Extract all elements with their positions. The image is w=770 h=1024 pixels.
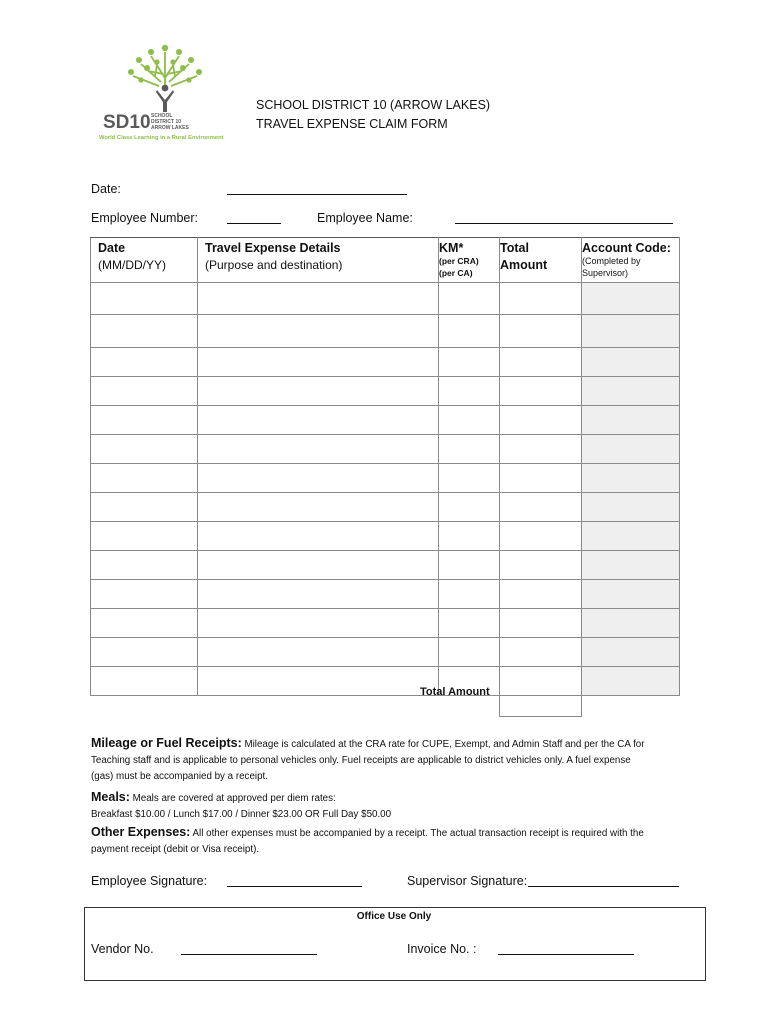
title-line-1: SCHOOL DISTRICT 10 (ARROW LAKES) bbox=[256, 98, 491, 112]
employee-signature-label: Employee Signature: bbox=[91, 874, 208, 888]
expense-table bbox=[90, 237, 680, 696]
total-cell[interactable] bbox=[500, 493, 582, 522]
svg-text:World Class Learning in a Rura: World Class Learning in a Rural Environment bbox=[99, 135, 224, 141]
invoice-number-label: Invoice No. : bbox=[407, 942, 477, 956]
total-cell[interactable] bbox=[500, 551, 582, 580]
total-cell[interactable] bbox=[500, 348, 582, 377]
km-cell[interactable] bbox=[439, 580, 500, 609]
details-cell[interactable] bbox=[198, 283, 439, 315]
table-row bbox=[91, 609, 680, 638]
employee-number-label: Employee Number: bbox=[91, 211, 198, 225]
details-cell[interactable] bbox=[198, 435, 439, 464]
km-cell[interactable] bbox=[439, 464, 500, 493]
column-header-km: KM* (per CRA) (per CA) bbox=[439, 238, 500, 283]
date-cell[interactable] bbox=[91, 667, 198, 696]
km-cell[interactable] bbox=[439, 522, 500, 551]
account-code-cell[interactable] bbox=[582, 377, 680, 406]
account-code-cell[interactable] bbox=[582, 493, 680, 522]
table-row bbox=[91, 551, 680, 580]
date-cell[interactable] bbox=[91, 348, 198, 377]
account-code-cell[interactable] bbox=[582, 406, 680, 435]
meals-note: Meals: Meals are covered at approved per diem rates: Breakfast $10.00 / Lunch $17.00 / Dinner $23.00 OR Full Day $50.00 bbox=[91, 790, 392, 820]
svg-text:SCHOOL: SCHOOL bbox=[151, 113, 173, 119]
account-code-cell[interactable] bbox=[582, 522, 680, 551]
table-header-row bbox=[91, 238, 680, 283]
km-cell[interactable] bbox=[439, 406, 500, 435]
svg-text:ARROW LAKES: ARROW LAKES bbox=[151, 125, 189, 131]
date-cell[interactable] bbox=[91, 406, 198, 435]
tree-logo-icon bbox=[95, 38, 240, 144]
details-cell[interactable] bbox=[198, 377, 439, 406]
account-code-cell[interactable] bbox=[582, 464, 680, 493]
total-cell[interactable] bbox=[500, 435, 582, 464]
total-cell[interactable] bbox=[500, 609, 582, 638]
total-cell[interactable] bbox=[500, 522, 582, 551]
km-cell[interactable] bbox=[439, 609, 500, 638]
table-row bbox=[91, 493, 680, 522]
other-expenses-heading: Other Expenses: bbox=[91, 825, 191, 839]
km-cell[interactable] bbox=[439, 377, 500, 406]
employee-name-label: Employee Name: bbox=[317, 211, 413, 225]
column-header-details: Travel Expense Details (Purpose and destination) bbox=[198, 238, 439, 283]
column-header-total: Total Amount bbox=[500, 238, 582, 283]
details-cell[interactable] bbox=[198, 638, 439, 667]
date-cell[interactable] bbox=[91, 315, 198, 348]
employee-name-field[interactable] bbox=[455, 223, 673, 224]
date-cell[interactable] bbox=[91, 551, 198, 580]
office-use-title: Office Use Only bbox=[356, 911, 432, 922]
km-cell[interactable] bbox=[439, 638, 500, 667]
total-cell[interactable] bbox=[500, 580, 582, 609]
table-row bbox=[91, 667, 680, 696]
form-title bbox=[256, 96, 490, 134]
km-cell[interactable] bbox=[439, 551, 500, 580]
table-row bbox=[91, 348, 680, 377]
table-row bbox=[91, 522, 680, 551]
table-row bbox=[91, 406, 680, 435]
account-code-cell[interactable] bbox=[582, 283, 680, 315]
total-cell[interactable] bbox=[500, 406, 582, 435]
date-cell[interactable] bbox=[91, 283, 198, 315]
other-expenses-note: Other Expenses: All other expenses must be accompanied by a receipt. The actual transaction receipt is required with the payment receipt (debit or Visa receipt). bbox=[91, 825, 644, 855]
vendor-number-field[interactable] bbox=[181, 954, 317, 955]
details-cell[interactable] bbox=[198, 464, 439, 493]
date-cell[interactable] bbox=[91, 377, 198, 406]
mileage-heading: Mileage or Fuel Receipts: bbox=[91, 736, 242, 750]
date-cell[interactable] bbox=[91, 638, 198, 667]
table-row bbox=[91, 580, 680, 609]
details-cell[interactable] bbox=[198, 406, 439, 435]
date-cell[interactable] bbox=[91, 580, 198, 609]
vendor-number-label: Vendor No. bbox=[91, 942, 154, 956]
date-cell[interactable] bbox=[91, 464, 198, 493]
account-code-cell[interactable] bbox=[582, 667, 680, 696]
total-cell[interactable] bbox=[500, 377, 582, 406]
account-code-cell[interactable] bbox=[582, 580, 680, 609]
account-code-cell[interactable] bbox=[582, 638, 680, 667]
supervisor-signature-label: Supervisor Signature: bbox=[407, 874, 528, 888]
invoice-number-field[interactable] bbox=[498, 954, 634, 955]
details-cell[interactable] bbox=[198, 551, 439, 580]
km-cell[interactable] bbox=[439, 348, 500, 377]
km-cell[interactable] bbox=[439, 315, 500, 348]
account-code-cell[interactable] bbox=[582, 348, 680, 377]
svg-text:SD10: SD10 bbox=[103, 112, 151, 133]
table-row bbox=[91, 377, 680, 406]
details-cell[interactable] bbox=[198, 609, 439, 638]
km-cell[interactable] bbox=[439, 493, 500, 522]
column-header-date: Date (MM/DD/YY) bbox=[91, 238, 198, 283]
km-cell[interactable] bbox=[439, 435, 500, 464]
details-cell[interactable] bbox=[198, 493, 439, 522]
details-cell[interactable] bbox=[198, 315, 439, 348]
date-cell[interactable] bbox=[91, 609, 198, 638]
date-cell[interactable] bbox=[91, 493, 198, 522]
employee-signature-field[interactable] bbox=[227, 886, 362, 887]
account-code-cell[interactable] bbox=[582, 551, 680, 580]
table-row bbox=[91, 638, 680, 667]
total-cell[interactable] bbox=[500, 638, 582, 667]
account-code-cell[interactable] bbox=[582, 609, 680, 638]
details-cell[interactable] bbox=[198, 667, 439, 696]
details-cell[interactable] bbox=[198, 348, 439, 377]
svg-text:DISTRICT 10: DISTRICT 10 bbox=[151, 119, 182, 125]
mileage-note: Mileage or Fuel Receipts: Mileage is calculated at the CRA rate for CUPE, Exempt, and Admin Staff and per the CA for Teaching staff and is applicable to personal vehicles only. Fuel receipts are applicable to district vehicles only. A fuel expense (gas) must be accompanied by a receipt. bbox=[91, 736, 645, 782]
date-cell[interactable] bbox=[91, 435, 198, 464]
column-header-account-code: Account Code: (Completed by Supervisor) bbox=[582, 238, 680, 283]
details-cell[interactable] bbox=[198, 522, 439, 551]
title-line-2: TRAVEL EXPENSE CLAIM FORM bbox=[256, 117, 448, 131]
total-cell[interactable] bbox=[500, 315, 582, 348]
km-cell[interactable] bbox=[439, 283, 500, 315]
date-label: Date: bbox=[91, 182, 121, 196]
employee-number-field[interactable] bbox=[227, 223, 281, 224]
supervisor-signature-field[interactable] bbox=[528, 886, 679, 887]
table-row bbox=[91, 283, 680, 315]
total-cell[interactable] bbox=[500, 464, 582, 493]
account-code-cell[interactable] bbox=[582, 435, 680, 464]
date-field[interactable] bbox=[227, 194, 407, 195]
total-amount-label: Total Amount bbox=[420, 686, 490, 698]
details-cell[interactable] bbox=[198, 580, 439, 609]
meals-heading: Meals: bbox=[91, 790, 130, 804]
total-amount-field[interactable] bbox=[499, 683, 582, 717]
account-code-cell[interactable] bbox=[582, 315, 680, 348]
total-cell[interactable] bbox=[500, 283, 582, 315]
table-row bbox=[91, 464, 680, 493]
table-row bbox=[91, 315, 680, 348]
school-district-logo bbox=[95, 38, 240, 144]
table-row bbox=[91, 435, 680, 464]
date-cell[interactable] bbox=[91, 522, 198, 551]
